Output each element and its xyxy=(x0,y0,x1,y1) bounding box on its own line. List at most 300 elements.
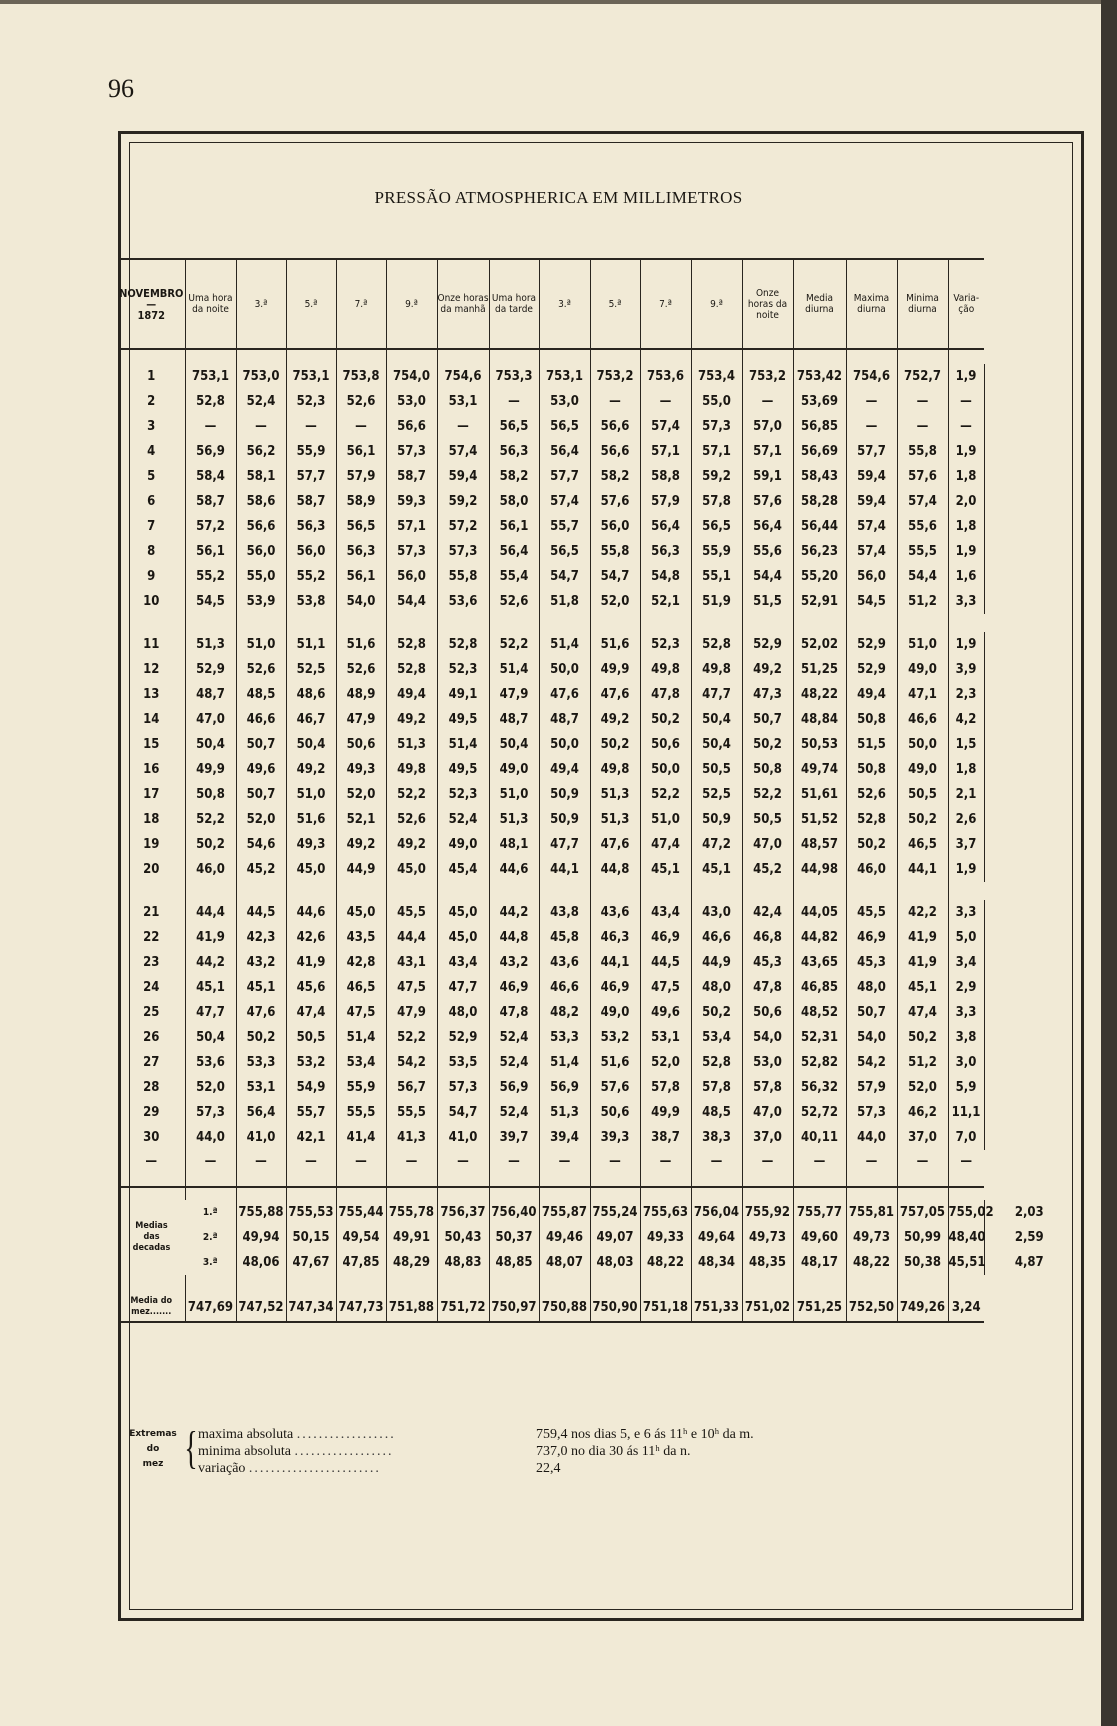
decade-mean-cell: 755,24 xyxy=(590,1200,640,1225)
pressure-cell: 58,28 xyxy=(793,489,846,514)
pressure-cell: 5,9 xyxy=(948,1075,984,1100)
empty-cell xyxy=(984,1125,1074,1150)
empty-cell xyxy=(984,1050,1074,1075)
pressure-cell: 49,8 xyxy=(691,657,742,682)
pressure-cell: 56,1 xyxy=(185,539,236,564)
empty-cell xyxy=(984,439,1074,464)
pressure-cell: 44,1 xyxy=(897,857,948,882)
pressure-cell: 52,9 xyxy=(437,1025,489,1050)
pressure-cell: 57,1 xyxy=(386,514,437,539)
pressure-cell: 58,2 xyxy=(489,464,539,489)
dash-cell: — xyxy=(539,1150,590,1172)
pressure-cell: 43,6 xyxy=(590,900,640,925)
pressure-cell: 56,4 xyxy=(640,514,691,539)
pressure-cell: 57,3 xyxy=(386,439,437,464)
pressure-cell: 55,20 xyxy=(793,564,846,589)
pressure-cell: 52,6 xyxy=(336,657,386,682)
pressure-cell: 53,3 xyxy=(539,1025,590,1050)
pressure-cell: 56,0 xyxy=(590,514,640,539)
pressure-cell: 58,0 xyxy=(489,489,539,514)
day-number: 2 xyxy=(147,394,156,409)
pressure-cell: 48,2 xyxy=(539,1000,590,1025)
pressure-cell: 46,9 xyxy=(590,975,640,1000)
day-row xyxy=(118,564,1074,589)
pressure-cell: 54,4 xyxy=(897,564,948,589)
dash-cell: — xyxy=(742,1150,793,1172)
spacer-cell xyxy=(236,1187,286,1200)
monthly-mean-cell: 751,02 xyxy=(742,1293,793,1322)
pressure-cell: 41,9 xyxy=(897,950,948,975)
pressure-cell: 47,5 xyxy=(336,1000,386,1025)
pressure-cell: 56,3 xyxy=(640,539,691,564)
pressure-cell: 50,0 xyxy=(640,757,691,782)
spacer-cell xyxy=(948,1172,984,1187)
pressure-cell: 52,5 xyxy=(286,657,336,682)
dash-cell: — xyxy=(489,1150,539,1172)
pressure-cell: 49,0 xyxy=(437,832,489,857)
pressure-cell: 49,4 xyxy=(539,757,590,782)
day-number: 8 xyxy=(147,544,156,559)
dash-cell: — xyxy=(846,1150,897,1172)
pressure-cell: 55,9 xyxy=(336,1075,386,1100)
pressure-cell: 56,44 xyxy=(793,514,846,539)
pressure-cell: 55,6 xyxy=(742,539,793,564)
pressure-cell: 56,0 xyxy=(386,564,437,589)
pressure-cell: 48,5 xyxy=(691,1100,742,1125)
pressure-cell: 49,2 xyxy=(742,657,793,682)
pressure-cell: 47,7 xyxy=(185,1000,236,1025)
pressure-cell: 57,4 xyxy=(640,414,691,439)
pressure-cell: 50,0 xyxy=(539,657,590,682)
pressure-cell: 56,1 xyxy=(336,439,386,464)
decade-ordinal: 3.ª xyxy=(202,1257,218,1268)
monthly-mean-cell: 751,88 xyxy=(386,1293,437,1322)
day-row xyxy=(118,389,1074,414)
pressure-cell: 53,6 xyxy=(437,589,489,614)
pressure-cell: 56,32 xyxy=(793,1075,846,1100)
pressure-cell: 44,2 xyxy=(489,900,539,925)
pressure-cell: 57,3 xyxy=(846,1100,897,1125)
pressure-cell: 43,5 xyxy=(336,925,386,950)
spacer-cell xyxy=(118,614,185,632)
pressure-cell: 55,8 xyxy=(590,539,640,564)
spacer-cell xyxy=(846,1172,897,1187)
decade-mean-cell: 48,35 xyxy=(742,1250,793,1275)
pressure-cell: 46,5 xyxy=(897,832,948,857)
decade-mean-cell: 755,78 xyxy=(386,1200,437,1225)
pressure-cell: 47,4 xyxy=(897,1000,948,1025)
dash-cell: — xyxy=(691,1150,742,1172)
pressure-cell: 45,2 xyxy=(742,857,793,882)
pressure-cell: 52,0 xyxy=(336,782,386,807)
pressure-cell: 44,82 xyxy=(793,925,846,950)
empty-cell xyxy=(984,589,1074,614)
pressure-cell: 2,0 xyxy=(948,489,984,514)
pressure-cell: 58,4 xyxy=(185,464,236,489)
pressure-cell: 50,9 xyxy=(691,807,742,832)
pressure-cell: 56,6 xyxy=(386,414,437,439)
pressure-cell: 47,7 xyxy=(539,832,590,857)
pressure-cell: 51,3 xyxy=(489,807,539,832)
spacer-cell xyxy=(846,1187,897,1200)
spacer-cell xyxy=(691,614,742,632)
day-row xyxy=(118,975,1074,1000)
pressure-cell: 52,6 xyxy=(386,807,437,832)
col-header: 7.ª xyxy=(640,259,691,349)
spacer-cell xyxy=(742,1187,793,1200)
pressure-cell: 51,3 xyxy=(590,807,640,832)
pressure-cell: 47,5 xyxy=(386,975,437,1000)
pressure-cell: 51,4 xyxy=(539,632,590,657)
pressure-cell: 753,3 xyxy=(489,364,539,389)
pressure-cell: 51,4 xyxy=(489,657,539,682)
decade-mean-cell: 50,43 xyxy=(437,1225,489,1250)
pressure-cell: 57,7 xyxy=(539,464,590,489)
spacer-cell xyxy=(691,1275,742,1293)
pressure-cell: 55,7 xyxy=(286,1100,336,1125)
pressure-cell: 50,2 xyxy=(846,832,897,857)
decade-mean-cell: 48,03 xyxy=(590,1250,640,1275)
pressure-cell: 54,4 xyxy=(742,564,793,589)
decade-mean-cell: 48,29 xyxy=(386,1250,437,1275)
pressure-cell: 58,7 xyxy=(185,489,236,514)
monthly-mean-cell: 747,34 xyxy=(286,1293,336,1322)
pressure-cell: 56,0 xyxy=(286,539,336,564)
pressure-cell: — xyxy=(948,389,984,414)
extreme-row xyxy=(198,1427,396,1443)
decade-mean-cell: 755,02 xyxy=(948,1200,984,1225)
empty-cell xyxy=(984,514,1074,539)
pressure-cell: 44,0 xyxy=(185,1125,236,1150)
day-row xyxy=(118,900,1074,925)
pressure-cell: 51,6 xyxy=(590,632,640,657)
decade-mean-cell: 48,17 xyxy=(793,1250,846,1275)
decade-mean-cell: 49,60 xyxy=(793,1225,846,1250)
day-number: 1 xyxy=(147,369,156,384)
header-row xyxy=(118,259,1074,349)
pressure-cell: 52,9 xyxy=(742,632,793,657)
pressure-cell: 50,6 xyxy=(640,732,691,757)
dash-cell: — xyxy=(437,1150,489,1172)
day-number: 24 xyxy=(143,980,160,995)
pressure-cell: 56,5 xyxy=(539,539,590,564)
decade-mean-cell: 755,81 xyxy=(846,1200,897,1225)
pressure-cell: 49,0 xyxy=(897,657,948,682)
pressure-cell: 55,7 xyxy=(539,514,590,539)
pressure-cell: 57,3 xyxy=(386,539,437,564)
dash-cell: — xyxy=(236,1150,286,1172)
pressure-cell: 11,1 xyxy=(948,1100,984,1125)
pressure-cell: 2,1 xyxy=(948,782,984,807)
pressure-cell: 43,2 xyxy=(489,950,539,975)
pressure-cell: 1,9 xyxy=(948,632,984,657)
pressure-cell: 49,5 xyxy=(437,757,489,782)
pressure-cell: 58,7 xyxy=(286,489,336,514)
spacer-row xyxy=(118,1275,1074,1293)
pressure-cell: 55,2 xyxy=(185,564,236,589)
spacer-row xyxy=(118,614,1074,632)
pressure-cell: 51,0 xyxy=(640,807,691,832)
year: 1872 xyxy=(137,308,166,322)
pressure-cell: 754,6 xyxy=(437,364,489,389)
pressure-cell: 51,6 xyxy=(336,632,386,657)
monthly-mean-cell: 750,90 xyxy=(590,1293,640,1322)
decade-mean-cell: 49,73 xyxy=(846,1225,897,1250)
pressure-cell: 51,3 xyxy=(185,632,236,657)
pressure-cell: 50,8 xyxy=(846,757,897,782)
spacer-cell xyxy=(386,1275,437,1293)
pressure-cell: 753,8 xyxy=(336,364,386,389)
pressure-cell: 52,3 xyxy=(640,632,691,657)
pressure-cell: 47,8 xyxy=(742,975,793,1000)
pressure-cell: 52,6 xyxy=(236,657,286,682)
col-header: 9.ª xyxy=(691,259,742,349)
empty-cell xyxy=(984,489,1074,514)
pressure-cell: 58,2 xyxy=(590,464,640,489)
pressure-cell: — xyxy=(742,389,793,414)
pressure-cell: 51,0 xyxy=(236,632,286,657)
pressure-cell: 48,57 xyxy=(793,832,846,857)
pressure-cell: 45,1 xyxy=(236,975,286,1000)
pressure-cell: 57,0 xyxy=(742,414,793,439)
pressure-cell: 5,0 xyxy=(948,925,984,950)
pressure-cell: 55,0 xyxy=(691,389,742,414)
pressure-cell: 56,4 xyxy=(236,1100,286,1125)
pressure-cell: 45,8 xyxy=(539,925,590,950)
pressure-cell: 53,1 xyxy=(236,1075,286,1100)
pressure-cell: 46,9 xyxy=(846,925,897,950)
pressure-cell: 50,4 xyxy=(691,732,742,757)
pressure-cell: 44,4 xyxy=(185,900,236,925)
pressure-cell: 57,3 xyxy=(437,1075,489,1100)
pressure-cell: 48,84 xyxy=(793,707,846,732)
pressure-cell: 53,4 xyxy=(691,1025,742,1050)
pressure-cell: 53,5 xyxy=(437,1050,489,1075)
day-row xyxy=(118,539,1074,564)
pressure-cell: 44,0 xyxy=(846,1125,897,1150)
pressure-cell: 1,8 xyxy=(948,514,984,539)
pressure-cell: 59,4 xyxy=(437,464,489,489)
spacer-cell xyxy=(286,349,336,364)
pressure-cell: 54,0 xyxy=(742,1025,793,1050)
dash-cell: — xyxy=(640,1150,691,1172)
pressure-cell: 51,2 xyxy=(897,1050,948,1075)
empty-cell xyxy=(984,707,1074,732)
spacer-cell xyxy=(336,614,386,632)
pressure-cell: 46,9 xyxy=(489,975,539,1000)
spacer-cell xyxy=(691,1172,742,1187)
spacer-cell xyxy=(793,349,846,364)
pressure-cell: 52,3 xyxy=(286,389,336,414)
pressure-cell: 43,4 xyxy=(437,950,489,975)
pressure-cell: 47,6 xyxy=(590,832,640,857)
pressure-cell: 42,2 xyxy=(897,900,948,925)
day-number: 19 xyxy=(143,837,160,852)
pressure-cell: 45,1 xyxy=(185,975,236,1000)
empty-cell xyxy=(984,632,1074,657)
pressure-cell: 56,7 xyxy=(386,1075,437,1100)
spacer-cell xyxy=(185,882,236,900)
decade-mean-row xyxy=(118,1225,1074,1250)
pressure-cell: 46,0 xyxy=(185,857,236,882)
spacer-cell xyxy=(386,1187,437,1200)
page-title: PRESSÃO ATMOSPHERICA EM MILLIMETROS xyxy=(374,188,743,207)
day-number: 11 xyxy=(143,637,160,652)
decade-mean-cell: 49,07 xyxy=(590,1225,640,1250)
decade-mean-cell: 49,94 xyxy=(236,1225,286,1250)
day-number: 22 xyxy=(143,930,160,945)
pressure-cell: 55,5 xyxy=(336,1100,386,1125)
pressure-cell: 54,2 xyxy=(386,1050,437,1075)
pressure-cell: 55,9 xyxy=(691,539,742,564)
decade-mean-cell: 48,85 xyxy=(489,1250,539,1275)
pressure-cell: 53,1 xyxy=(640,1025,691,1050)
pressure-cell: 52,02 xyxy=(793,632,846,657)
empty-cell xyxy=(984,1000,1074,1025)
pressure-cell: 51,5 xyxy=(846,732,897,757)
day-row xyxy=(118,364,1074,389)
leader-dots: ........................ xyxy=(248,1461,381,1476)
empty-cell xyxy=(984,732,1074,757)
pressure-cell: 52,8 xyxy=(437,632,489,657)
pressure-cell: 753,2 xyxy=(742,364,793,389)
spacer-cell xyxy=(640,614,691,632)
empty-cell xyxy=(984,782,1074,807)
spacer-cell xyxy=(185,1172,236,1187)
col-header: Minima diurna xyxy=(897,259,948,349)
spacer-cell xyxy=(386,1172,437,1187)
pressure-cell: 53,2 xyxy=(286,1050,336,1075)
pressure-cell: 52,2 xyxy=(386,782,437,807)
pressure-cell: 754,6 xyxy=(846,364,897,389)
decade-means-label-line: Medias xyxy=(135,1221,168,1231)
month-name: NOVEMBRO xyxy=(119,286,184,300)
decade-mean-row xyxy=(118,1250,1074,1275)
spacer-cell xyxy=(118,1172,185,1187)
pressure-cell: 49,2 xyxy=(386,707,437,732)
pressure-cell: 54,2 xyxy=(846,1050,897,1075)
day-row xyxy=(118,782,1074,807)
pressure-cell: 55,5 xyxy=(386,1100,437,1125)
col-header: Onze horas da noite xyxy=(742,259,793,349)
extremes-label-line: Extremas xyxy=(129,1429,177,1439)
spacer-cell xyxy=(640,349,691,364)
pressure-cell: 57,2 xyxy=(185,514,236,539)
decade-mean-cell: 48,22 xyxy=(846,1250,897,1275)
empty-cell xyxy=(984,832,1074,857)
pressure-cell: 52,2 xyxy=(489,632,539,657)
pressure-cell: 45,0 xyxy=(386,857,437,882)
pressure-cell: 48,52 xyxy=(793,1000,846,1025)
pressure-cell: 46,6 xyxy=(236,707,286,732)
pressure-cell: 50,53 xyxy=(793,732,846,757)
spacer-cell xyxy=(948,614,984,632)
day-row xyxy=(118,1050,1074,1075)
spacer-cell xyxy=(590,614,640,632)
pressure-cell: 45,1 xyxy=(691,857,742,882)
spacer-cell xyxy=(897,882,948,900)
decade-mean-cell: 756,37 xyxy=(437,1200,489,1225)
pressure-cell: 44,05 xyxy=(793,900,846,925)
table-body xyxy=(118,349,1074,1322)
spacer-cell xyxy=(640,1172,691,1187)
spacer-cell xyxy=(286,1187,336,1200)
pressure-cell: 51,4 xyxy=(336,1025,386,1050)
pressure-cell: 49,8 xyxy=(386,757,437,782)
pressure-cell: 753,0 xyxy=(236,364,286,389)
spacer-cell xyxy=(437,882,489,900)
spacer-cell xyxy=(846,614,897,632)
pressure-cell: 52,8 xyxy=(386,632,437,657)
decade-mean-cell: 49,33 xyxy=(640,1225,691,1250)
pressure-cell: 45,5 xyxy=(846,900,897,925)
col-header: 5.ª xyxy=(286,259,336,349)
spacer-cell xyxy=(236,1172,286,1187)
book-spine xyxy=(1101,0,1117,1726)
pressure-cell: 42,3 xyxy=(236,925,286,950)
spacer-cell xyxy=(897,614,948,632)
empty-cell xyxy=(984,657,1074,682)
monthly-mean-row xyxy=(118,1293,1074,1322)
spacer-cell xyxy=(489,882,539,900)
pressure-cell: 47,3 xyxy=(742,682,793,707)
pressure-cell: 50,2 xyxy=(236,1025,286,1050)
spacer-cell xyxy=(539,1172,590,1187)
spacer-cell xyxy=(590,882,640,900)
pressure-cell: 49,3 xyxy=(286,832,336,857)
decade-mean-cell: 757,05 xyxy=(897,1200,948,1225)
dash-cell: — xyxy=(336,1150,386,1172)
pressure-cell: 46,6 xyxy=(539,975,590,1000)
pressure-cell: 44,4 xyxy=(386,925,437,950)
day-row xyxy=(118,414,1074,439)
day-row xyxy=(118,950,1074,975)
pressure-cell: 45,3 xyxy=(846,950,897,975)
pressure-cell: 48,6 xyxy=(286,682,336,707)
day-number: 4 xyxy=(147,444,156,459)
decade-mean-cell: 49,46 xyxy=(539,1225,590,1250)
day-row xyxy=(118,589,1074,614)
decade-mean-cell: 2,03 xyxy=(984,1200,1074,1225)
pressure-cell: 3,3 xyxy=(948,900,984,925)
spacer-cell xyxy=(897,349,948,364)
pressure-cell: 753,6 xyxy=(640,364,691,389)
pressure-cell: 46,8 xyxy=(742,925,793,950)
decade-mean-cell: 47,85 xyxy=(336,1250,386,1275)
pressure-cell: 52,4 xyxy=(489,1050,539,1075)
col-header: 9.ª xyxy=(386,259,437,349)
monthly-mean-label: Media do mez....... xyxy=(118,1293,185,1322)
pressure-cell: 52,9 xyxy=(185,657,236,682)
day-number: 30 xyxy=(143,1130,160,1145)
extreme-row xyxy=(198,1461,381,1477)
pressure-cell: 53,0 xyxy=(386,389,437,414)
spacer-cell xyxy=(948,1275,984,1293)
empty-cell xyxy=(984,414,1074,439)
pressure-cell: 57,6 xyxy=(742,489,793,514)
pressure-cell: 56,0 xyxy=(236,539,286,564)
pressure-cell: 43,4 xyxy=(640,900,691,925)
decade-mean-row xyxy=(118,1200,1074,1225)
pressure-cell: 50,5 xyxy=(691,757,742,782)
pressure-cell: 48,9 xyxy=(336,682,386,707)
dash-cell: — xyxy=(286,1150,336,1172)
decade-mean-cell: 2,59 xyxy=(984,1225,1074,1250)
pressure-cell: 57,1 xyxy=(640,439,691,464)
spacer-cell xyxy=(590,1172,640,1187)
pressure-cell: 50,6 xyxy=(742,1000,793,1025)
pressure-cell: 58,8 xyxy=(640,464,691,489)
